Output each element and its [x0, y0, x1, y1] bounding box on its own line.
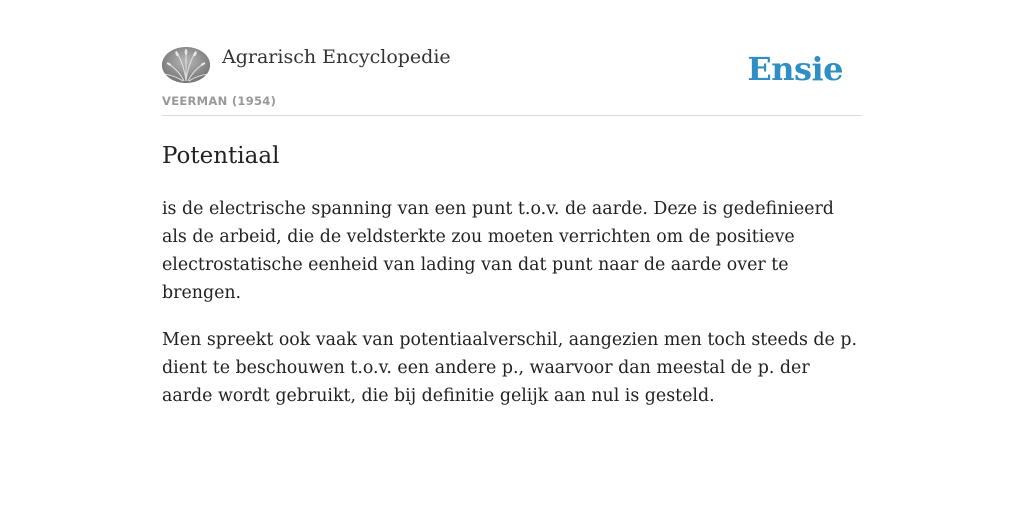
- page: [162, 0, 862, 410]
- source-author-year: VEERMAN (1954): [162, 94, 277, 108]
- source-title-link[interactable]: Agrarisch Encyclopedie: [222, 46, 451, 68]
- source-header: [162, 44, 862, 116]
- entry-title: Potentiaal: [162, 143, 280, 169]
- entry-paragraph: Men spreekt ook vaak van potentiaalverschil, aangezien men toch steeds de p. dient te beschouwen t.o.v. een andere p., waarvoor dan meestal de p. der aarde wordt gebruikt, die bij definitie gelijk aan nul is gesteld.: [162, 330, 858, 406]
- entry-paragraph: is de electrische spanning van een punt t.o.v. de aarde. Deze is gedefinieerd als de arbeid, die de veldsterkte zou moeten verrichten om de positieve electrostatische eenheid van lading van dat punt naar de aarde over te brengen.: [162, 199, 834, 303]
- entry-body: [162, 195, 862, 410]
- ensie-brand-logo[interactable]: Ensie: [747, 50, 843, 88]
- wheat-logo-icon[interactable]: [162, 47, 210, 83]
